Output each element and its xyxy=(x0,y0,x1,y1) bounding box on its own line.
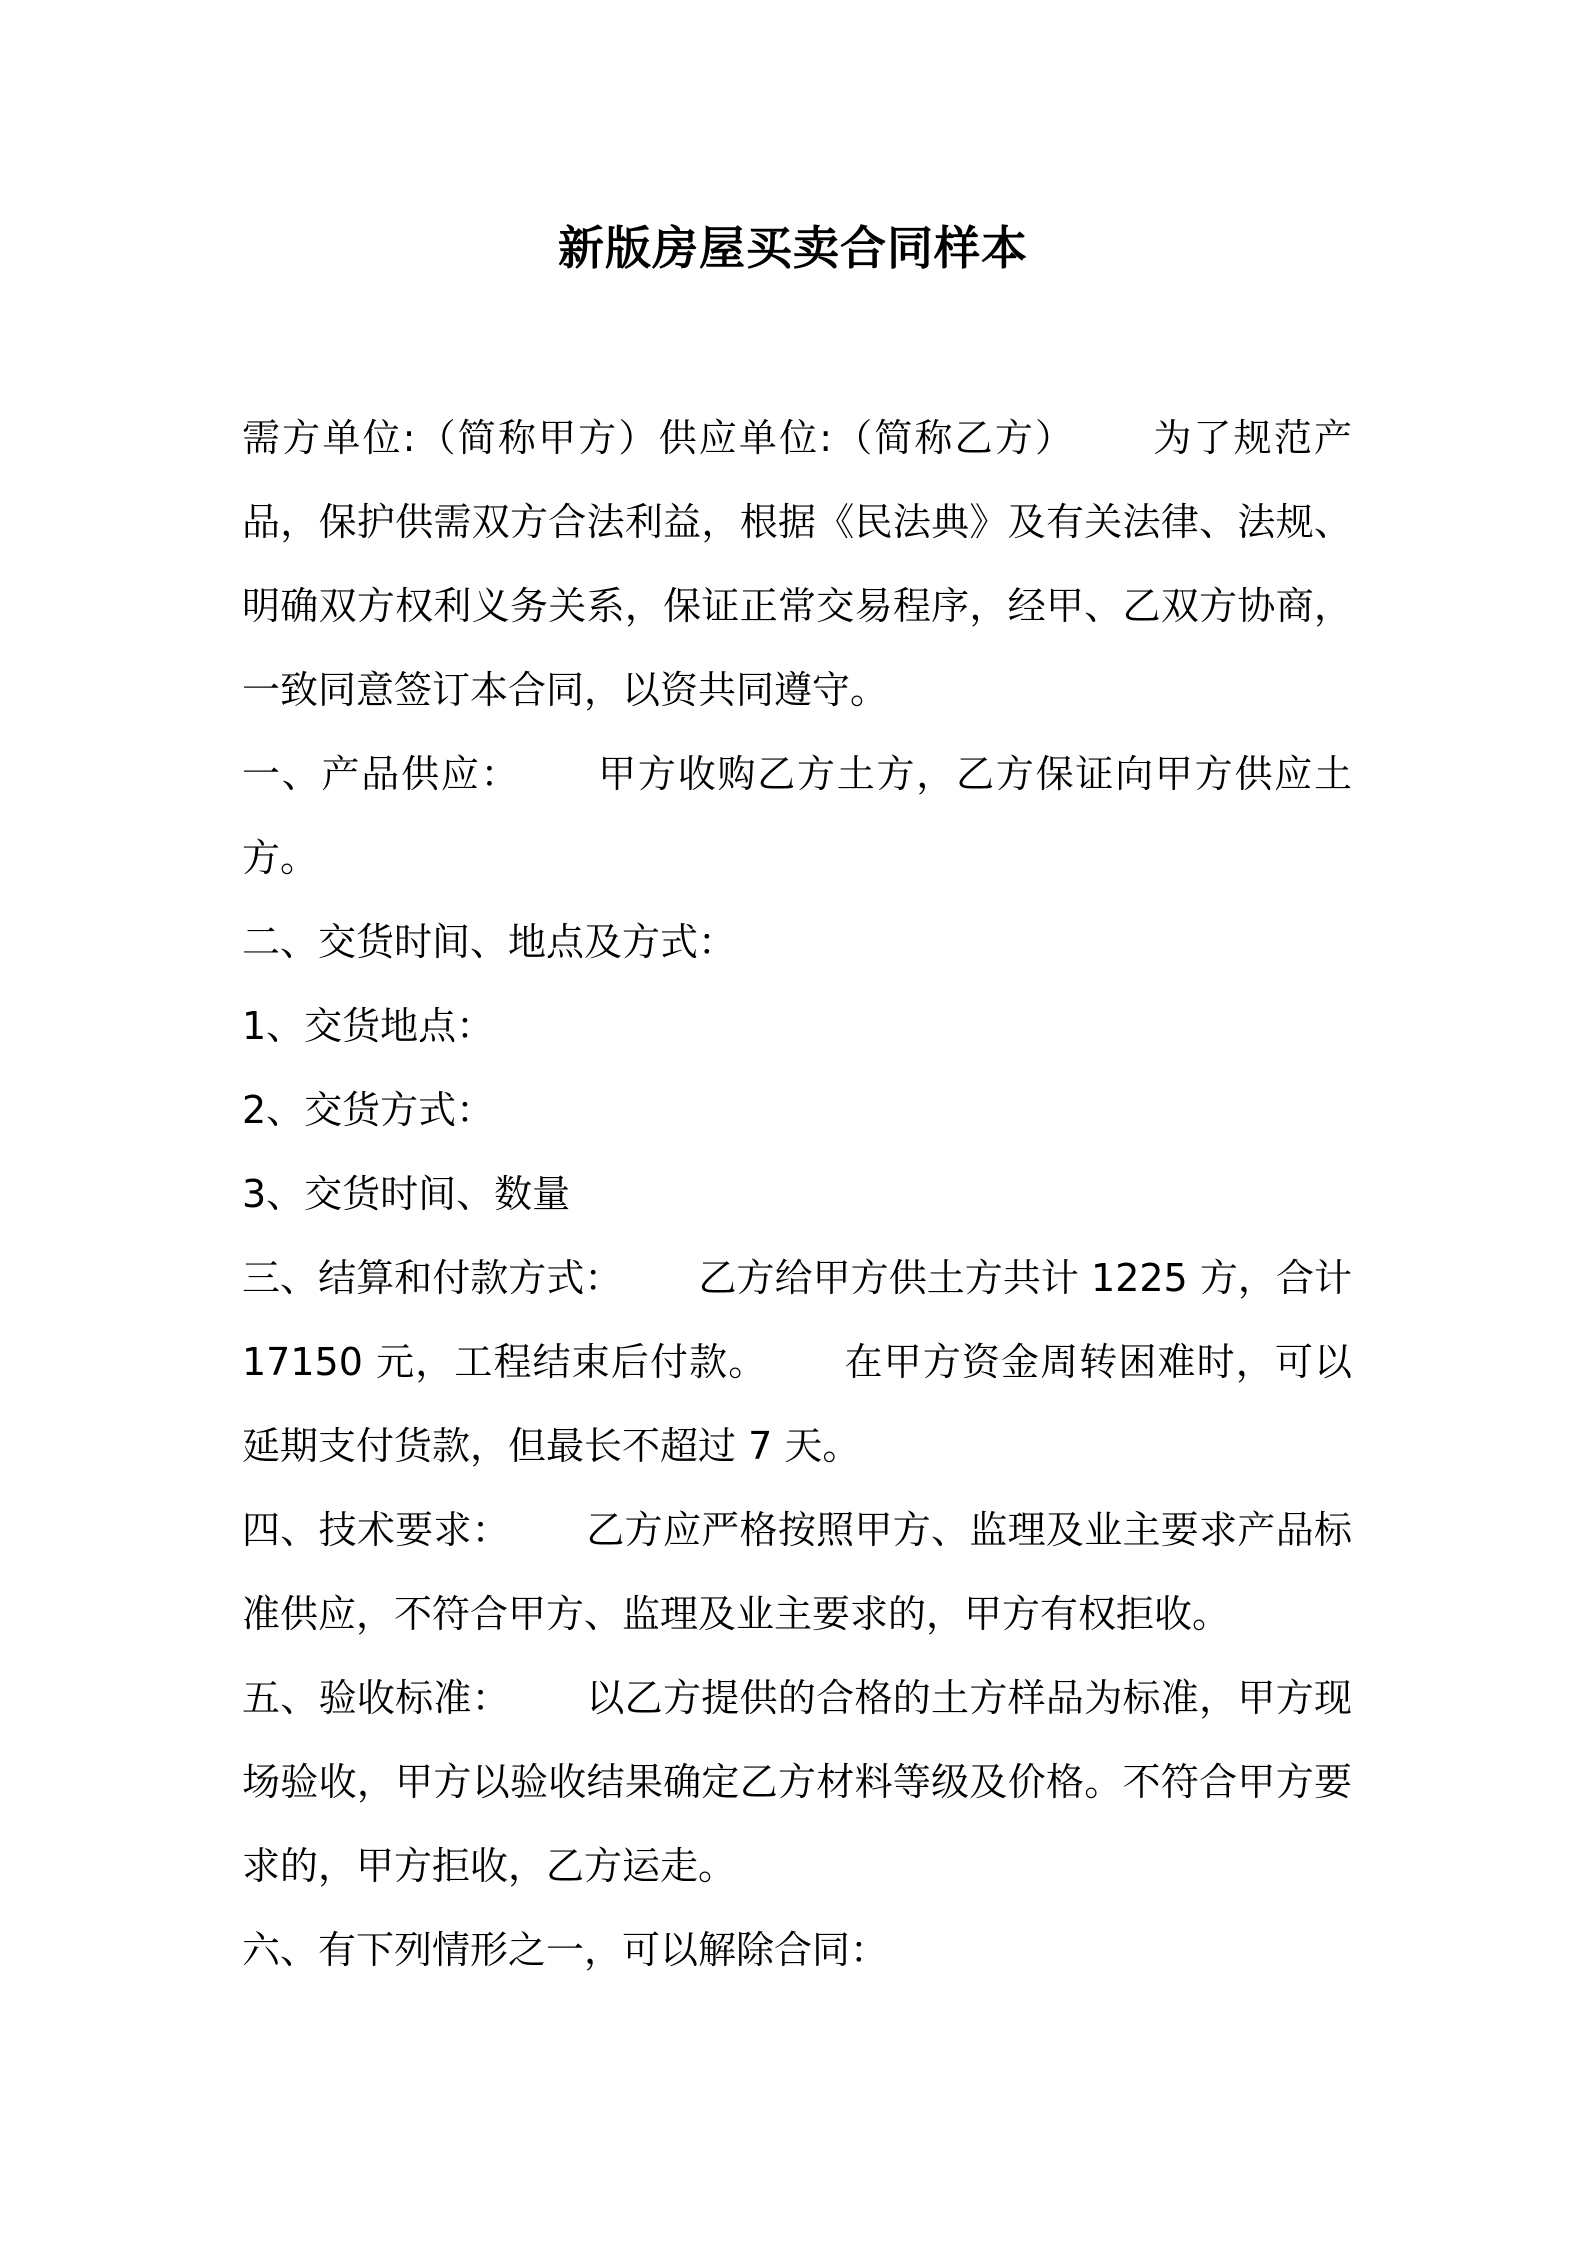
paragraph-text: 为了规范产品，保护供需双方合法利益，根据《民法典》及有关法律、法规、明确双方权利义务关系，保证正常交易程序，经甲、乙双方协商，一致同意签订本合同，以资共同遵守。 xyxy=(242,416,1352,712)
paragraph-section-2 xyxy=(242,900,1352,984)
paragraph-section-1 xyxy=(242,732,1352,900)
paragraph-lead: 四、技术要求： xyxy=(242,1508,511,1552)
paragraph-text-continued: 在甲方资金周转困难时，可以延期支付货款，但最长不超过 7 天。 xyxy=(242,1340,1352,1468)
paragraph-item-1 xyxy=(242,984,1352,1068)
paragraph-lead: 六、有下列情形之一，可以解除合同： xyxy=(242,1928,889,1972)
paragraph-text: 乙方应严格按照甲方、监理及业主要求产品标准供应，不符合甲方、监理及业主要求的，甲方有权拒收。 xyxy=(242,1508,1352,1636)
paragraph-lead: 1、交货地点： xyxy=(242,1004,495,1048)
paragraph-text: 甲方收购乙方土方，乙方保证向甲方供应土方。 xyxy=(242,752,1352,880)
paragraph-item-2 xyxy=(242,1068,1352,1152)
paragraph-lead: 3、交货时间、数量 xyxy=(242,1172,571,1216)
paragraph-lead: 五、验收标准： xyxy=(242,1676,511,1720)
paragraph-section-6 xyxy=(242,1908,1352,1992)
document-title: 新版房屋买卖合同样本 xyxy=(558,221,1028,275)
paragraph-text: 乙方给甲方供土方共计 1225 方，合计 17150 元，工程结束后付款。 xyxy=(242,1256,1352,1384)
paragraph-lead: 2、交货方式： xyxy=(242,1088,495,1132)
document-body xyxy=(242,396,1352,1992)
paragraph-lead: 三、结算和付款方式： xyxy=(242,1256,623,1300)
paragraph-lead: 一、产品供应： xyxy=(242,752,521,796)
paragraph-item-3 xyxy=(242,1152,1352,1236)
paragraph-section-5 xyxy=(242,1656,1352,1908)
paragraph-section-4 xyxy=(242,1488,1352,1656)
paragraph-text: 以乙方提供的合格的土方样品为标准，甲方现场验收，甲方以验收结果确定乙方材料等级及价格。不符合甲方要求的，甲方拒收，乙方运走。 xyxy=(242,1676,1352,1888)
paragraph-section-3 xyxy=(242,1236,1352,1488)
paragraph-intro xyxy=(242,396,1352,732)
paragraph-lead: 需方单位:（简称甲方）供应单位:（简称乙方） xyxy=(242,416,1076,460)
paragraph-lead: 二、交货时间、地点及方式： xyxy=(242,920,737,964)
